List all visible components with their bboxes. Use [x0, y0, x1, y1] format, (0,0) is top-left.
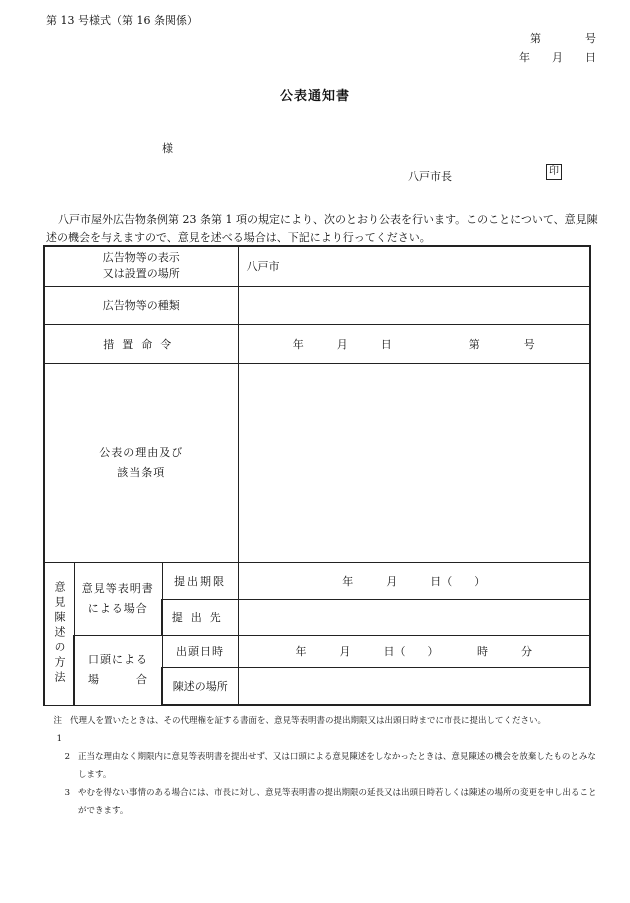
document-title: 公表通知書 [279, 89, 350, 104]
appearance-value: 年 月 日（ ） 時 分 [238, 635, 590, 667]
oral-label: 口頭による 場 合 [74, 635, 162, 705]
intro-text: 八戸市屋外広告物条例第 23 条第 1 項の規定により、次のとおり公表を行います。このことについて、意見陳述の機会を与えますので、意見を述べる場合は、下記により行ってください。 [46, 213, 598, 244]
deadline-label: 提出期限 [162, 562, 238, 599]
appearance-label: 出頭日時 [162, 635, 238, 667]
venue-label: 陳述の場所 [162, 667, 238, 705]
note-item [52, 784, 604, 820]
reason-label: 公表の理由及び 該当条項 [44, 363, 238, 562]
type-value [238, 286, 590, 324]
note-number: 3 [64, 788, 70, 798]
location-label: 広告物等の表示 又は設置の場所 [44, 246, 238, 286]
written-label: 意見等表明書 による場合 [74, 562, 162, 635]
reason-value [238, 363, 590, 562]
form-label: 第 13 号様式（第 16 条関係） [46, 14, 198, 27]
venue-value [238, 667, 590, 705]
notes [52, 712, 604, 820]
location-value: 八戸市 [238, 246, 590, 286]
seal-mark: 印 [546, 164, 562, 180]
note-text: やむを得ない事情のある場合には、市長に対し、意見等表明書の提出期限の延長又は出頭日時若しくは陳述の場所の変更を申し出ることができます。 [78, 788, 597, 816]
note-number: 2 [64, 752, 70, 762]
notice-table [43, 245, 591, 706]
document-number-line: 第 号 [530, 32, 596, 45]
note-text: 代理人を置いたときは、その代理権を証する書面を、意見等表明書の提出期限又は出頭日時までに市長に提出してください。 [70, 716, 547, 726]
order-value: 年 月 日 第 号 [238, 324, 590, 363]
addressee: 様 [162, 142, 173, 155]
note-item [52, 712, 604, 748]
note-number: 注 1 [53, 716, 62, 744]
note-text: 正当な理由なく期限内に意見等表明書を提出せず、又は口頭による意見陳述をしなかったときは、意見陳述の機会を放棄したものとみなします。 [78, 752, 596, 780]
submit-to-value [238, 599, 590, 635]
method-label: 意見陳述の方法 [53, 581, 66, 686]
submit-to-label: 提出先 [162, 599, 238, 635]
issuer: 八戸市長 [408, 170, 452, 183]
order-label: 措置命令 [44, 324, 238, 363]
deadline-value: 年 月 日（ ） [238, 562, 590, 599]
document-date-line: 年 月 日 [519, 51, 596, 64]
method-label-cell [44, 562, 74, 705]
note-item [52, 748, 604, 784]
type-label: 広告物等の種類 [44, 286, 238, 324]
